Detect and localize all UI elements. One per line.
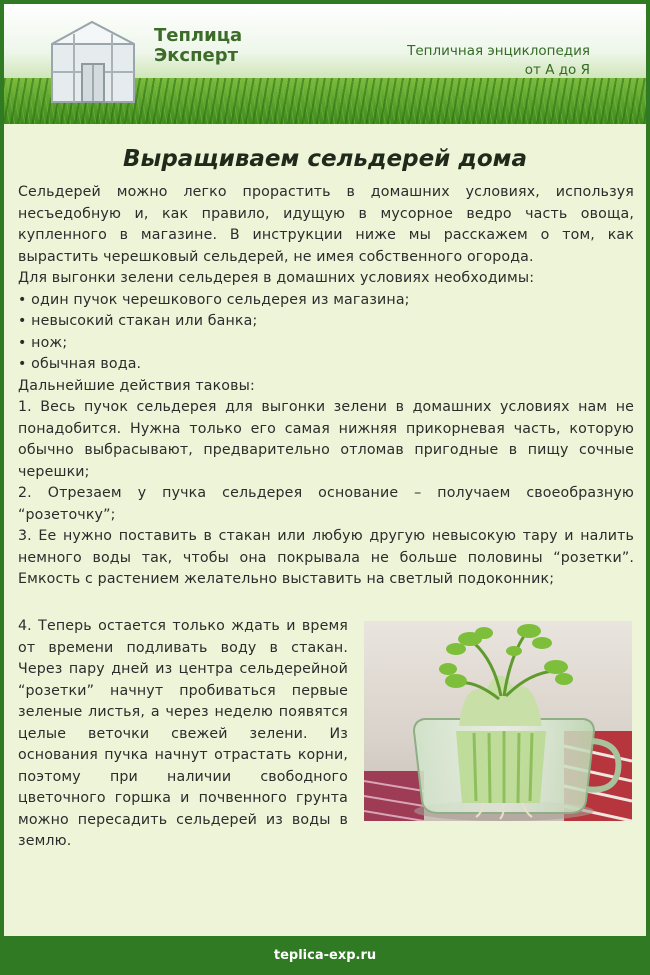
celery-in-glass-photo	[364, 621, 632, 821]
steps-heading: Дальнейшие действия таковы:	[18, 377, 255, 394]
article-body	[18, 182, 634, 591]
logo-line-2: Эксперт	[154, 45, 239, 66]
celery-photo-illustration	[364, 621, 632, 821]
step-1: 1. Весь пучок сельдерея для выгонки зелени в домашних условиях нам не понадобится. Нужна только его самая нижняя прикорневая часть, которую обычно выбрасывают, предварительно отломав пригодные в пищу сочные черешки;	[18, 399, 634, 480]
tagline-line-1: Тепличная энциклопедия	[407, 43, 590, 59]
requirements-heading: Для выгонки зелени сельдерея в домашних условиях необходимы:	[18, 270, 535, 286]
list-item: • обычная вода.	[18, 356, 142, 372]
logo-line-1: Теплица	[154, 25, 243, 46]
footer-site-link[interactable]: teplica-exp.ru	[273, 948, 377, 963]
site-header	[4, 4, 646, 124]
list-item: • невысокий стакан или банка;	[18, 313, 258, 329]
step-2: 2. Отрезаем у пучка сельдерея основание – получаем своеобразную “розеточку”;	[18, 485, 634, 523]
site-logo-text[interactable]	[154, 26, 242, 66]
step-4: 4. Теперь остается только ждать и время от времени подливать воду в стакан. Через пару дней из центра сельдерейной “розетки” начнут пробиваться первые зеленые листья, а через неделю появятся целые веточки свежей зелени. Из основания пучка начнут отрастать корни, поэтому при наличии свободного цветочного горшка и почвенного грунта можно пересадить сельдерей из воды в землю.	[18, 618, 348, 849]
step-3: 3. Ее нужно поставить в стакан или любую другую невысокую тару и налить немного воды так, чтобы она покрывала не больше половины “розетки”. Емкость с растением желательно выставить на светлый подоконник;	[18, 528, 634, 587]
list-item: • нож;	[18, 334, 68, 351]
greenhouse-logo-icon	[44, 14, 142, 106]
site-tagline	[407, 42, 590, 80]
article-title: Выращиваем сельдерей дома	[122, 146, 528, 172]
intro-paragraph: Сельдерей можно легко прорастить в домашних условиях, используя несъедобную и, как правило, идущую в мусорное ведро часть овоща, купленного в магазине. В инструкции ниже мы расскажем о том, как вырастить черешковый сельдерей, не имея собственного огорода.	[18, 184, 634, 265]
tagline-line-2: от А до Я	[524, 62, 590, 78]
article-content	[4, 124, 646, 936]
list-item: • один пучок черешкового сельдерея из магазина;	[18, 291, 410, 308]
